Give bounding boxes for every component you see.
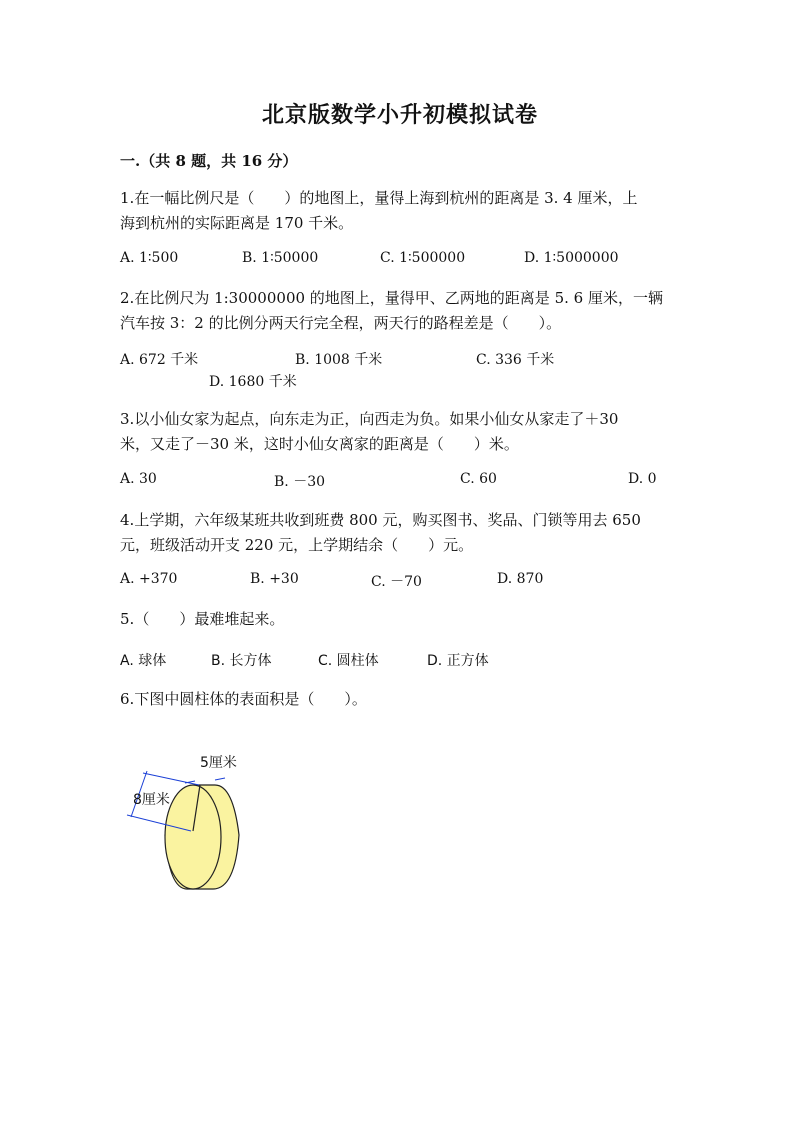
option-a[interactable]: A. 672 千米	[120, 352, 199, 368]
question-1	[120, 186, 680, 236]
option-a[interactable]: A. +370	[120, 571, 178, 587]
question-text-line: 元，班级活动开支 220 元，上学期结余（ ）元。	[120, 536, 474, 554]
question-text-line: 海到杭州的实际距离是 170 千米。	[120, 214, 354, 232]
question-text-line: 下图中圆柱体的表面积是（ ）。	[134, 690, 367, 708]
option-c[interactable]: C. 336 千米	[476, 352, 555, 368]
option-c[interactable]: C. 60	[460, 471, 497, 487]
option-a[interactable]: A. 30	[120, 471, 157, 487]
section-header: 一.（共 8 题，共 16 分）	[120, 152, 298, 170]
question-number: 2.	[120, 289, 135, 307]
page-title: 北京版数学小升初模拟试卷	[261, 102, 538, 128]
option-b[interactable]: B. +30	[250, 571, 299, 587]
question-4	[120, 508, 680, 558]
question-2	[120, 286, 680, 336]
dimension-extension	[143, 773, 199, 785]
question-text-line: 在比例尺为 1:30000000 的地图上，量得甲、乙两地的距离是 5. 6 厘米，一辆	[134, 289, 663, 307]
question-5	[120, 607, 680, 632]
question-text-line: 汽车按 3：2 的比例分两天行完全程，两天行的路程差是（ ）。	[120, 314, 562, 332]
option-b[interactable]: B. 1∶50000	[242, 250, 319, 266]
question-text-line: 以小仙女家为起点，向东走为正，向西走为负。如果小仙女从家走了＋30	[134, 410, 619, 428]
question-text-line: （ ）最难堆起来。	[134, 610, 285, 628]
option-d[interactable]: D. 正方体	[427, 653, 489, 669]
option-d[interactable]: D. 870	[497, 571, 544, 587]
question-number: 3.	[120, 410, 135, 428]
height-label: 8厘米	[133, 792, 170, 808]
option-d[interactable]: D. 1680 千米	[209, 374, 297, 390]
cylinder-figure	[115, 745, 255, 895]
question-text-line: 上学期，六年级某班共收到班费 800 元，购买图书、奖品、门锁等用去 650	[134, 511, 641, 529]
question-text-line: 在一幅比例尺是（ ）的地图上，量得上海到杭州的距离是 3. 4 厘米，上	[134, 189, 638, 207]
question-number: 6.	[120, 690, 135, 708]
question-text-line: 米，又走了－30 米，这时小仙女离家的距离是（ ）米。	[120, 435, 519, 453]
option-c[interactable]: C. －70	[371, 574, 422, 590]
question-number: 5.	[120, 610, 135, 628]
option-c[interactable]: C. 1∶500000	[380, 250, 466, 266]
question-number: 4.	[120, 511, 135, 529]
option-b[interactable]: B. －30	[274, 474, 326, 490]
question-3	[120, 407, 680, 457]
option-d[interactable]: D. 0	[628, 471, 657, 487]
option-b[interactable]: B. 1008 千米	[295, 352, 383, 368]
option-a[interactable]: A. 球体	[120, 653, 167, 669]
cylinder-front-face	[165, 785, 221, 889]
radius-label: 5厘米	[200, 755, 237, 771]
option-b[interactable]: B. 长方体	[211, 653, 272, 669]
width-dimension-arrow	[215, 778, 225, 780]
question-number: 1.	[120, 189, 135, 207]
option-d[interactable]: D. 1∶5000000	[524, 250, 619, 266]
option-a[interactable]: A. 1∶500	[120, 250, 179, 266]
question-6	[120, 687, 680, 712]
option-c[interactable]: C. 圆柱体	[318, 653, 379, 669]
